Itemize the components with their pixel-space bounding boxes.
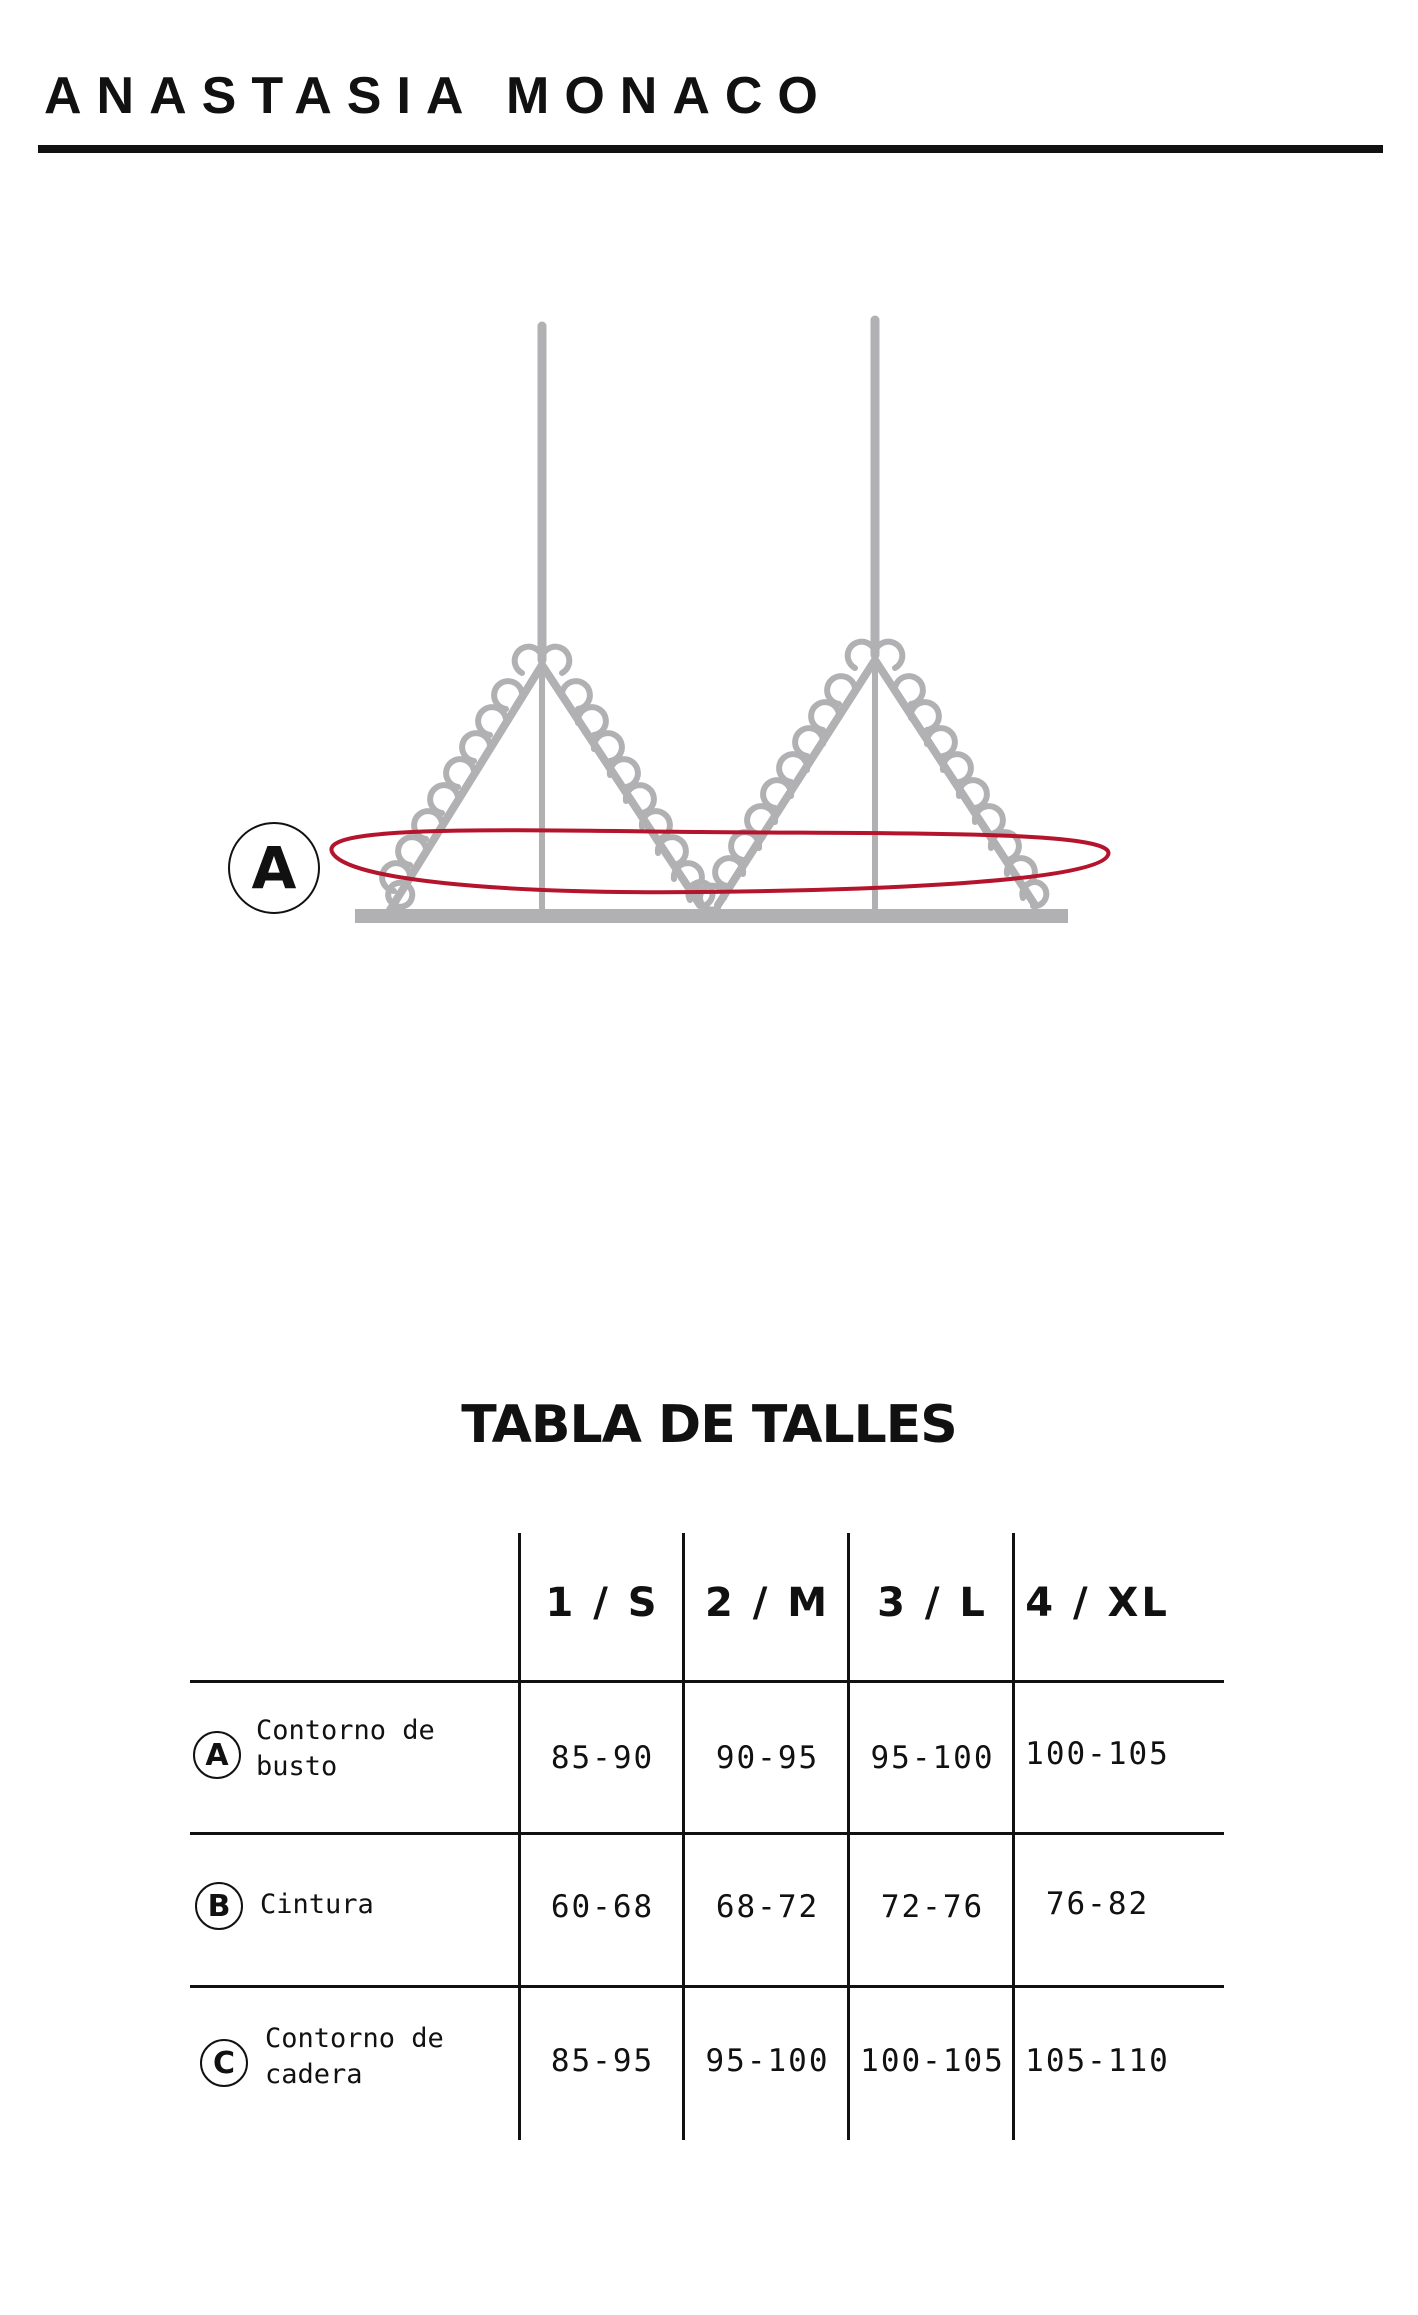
cell-hip-s: 85-95: [550, 2043, 655, 2079]
size-header-xl: 4 / XL: [1025, 1580, 1170, 1626]
cell-waist-s: 60-68: [550, 1889, 655, 1925]
row-badge-c: C: [200, 2039, 248, 2087]
brand-name: ANASTASIA MONACO: [44, 67, 833, 125]
row-divider: [190, 1832, 1224, 1835]
cell-hip-m: 95-100: [705, 2043, 830, 2079]
row-divider: [190, 1985, 1224, 1988]
cell-bust-xl: 100-105: [1025, 1736, 1170, 1772]
row-badge-a: A: [193, 1731, 241, 1779]
header-divider: [190, 1680, 1224, 1683]
row-label-waist: Cintura: [260, 1889, 374, 1920]
size-header-s: 1 / S: [545, 1580, 660, 1626]
row-badge-b: B: [195, 1882, 243, 1930]
measure-marker-a: A: [228, 822, 320, 914]
row-label-bust: Contorno de busto: [256, 1715, 435, 1782]
cell-waist-xl: 76-82: [1045, 1886, 1150, 1922]
size-header-l: 3 / L: [877, 1580, 988, 1626]
cell-bust-s: 85-90: [550, 1740, 655, 1776]
size-header-m: 2 / M: [704, 1580, 831, 1626]
row-label-hip: Contorno de cadera: [265, 2023, 444, 2090]
cell-waist-m: 68-72: [715, 1889, 820, 1925]
cell-bust-m: 90-95: [715, 1740, 820, 1776]
cell-waist-l: 72-76: [880, 1889, 985, 1925]
cell-hip-l: 100-105: [860, 2043, 1005, 2079]
cell-hip-xl: 105-110: [1025, 2043, 1170, 2079]
cell-bust-l: 95-100: [870, 1740, 995, 1776]
size-table-title: TABLA DE TALLES: [461, 1395, 957, 1455]
bra-diagram: [0, 300, 1418, 1000]
brand-divider: [38, 145, 1383, 153]
